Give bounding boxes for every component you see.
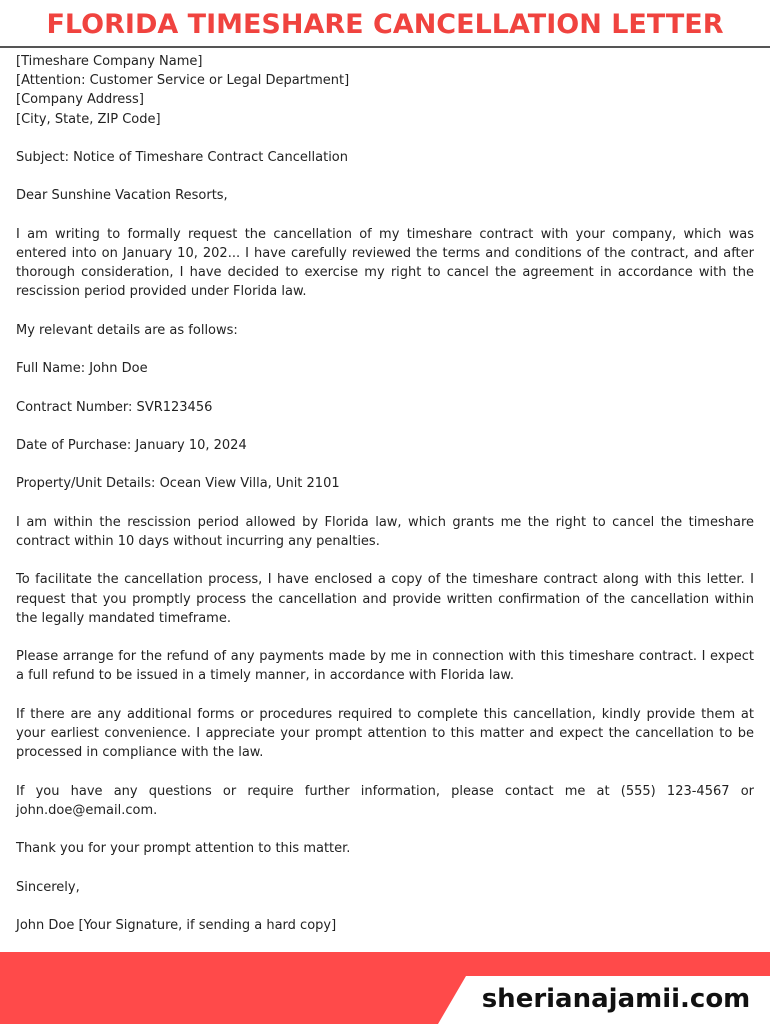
address-line-city: [City, State, ZIP Code]	[16, 111, 161, 127]
signature-line: John Doe [Your Signature, if sending a hard copy]	[16, 917, 337, 933]
recipient-address	[16, 52, 754, 129]
address-line-attention: [Attention: Customer Service or Legal Department]	[16, 73, 350, 89]
forms-paragraph: If there are any additional forms or procedures required to complete this cancellation, kindly provide them at your earliest convenience. I appreciate your prompt attention to this matter and expect the cancellation to be processed in compliance with the law.	[16, 706, 754, 761]
detail-full-name: Full Name: John Doe	[16, 361, 148, 377]
subject-line: Subject: Notice of Timeshare Contract Cancellation	[16, 150, 348, 165]
address-line-street: [Company Address]	[16, 92, 144, 108]
details-intro: My relevant details are as follows:	[16, 322, 238, 338]
closing-line: Sincerely,	[16, 879, 80, 895]
contact-paragraph: If you have any questions or require further information, please contact me at (555) 123-4567 or john.doe@email.com.	[16, 783, 754, 818]
website-label: sherianajamii.com	[481, 984, 751, 1014]
refund-paragraph: Please arrange for the refund of any payments made by me in connection with this timeshare contract. I expect a full refund to be issued in a timely manner, in accordance with Florida law.	[16, 649, 754, 684]
address-line-company: [Timeshare Company Name]	[16, 54, 203, 69]
page-title: FLORIDA TIMESHARE CANCELLATION LETTER	[46, 9, 724, 40]
process-paragraph: To facilitate the cancellation process, I have enclosed a copy of the timeshare contract along with this letter. I request that you promptly process the cancellation and provide written confirmation of the cancellation within the legally mandated timeframe.	[16, 572, 754, 626]
detail-property: Property/Unit Details: Ocean View Villa, Unit 2101	[16, 476, 340, 492]
greeting: Dear Sunshine Vacation Resorts,	[16, 188, 228, 204]
thanks-line: Thank you for your prompt attention to this matter.	[16, 841, 351, 857]
rescission-paragraph: I am within the rescission period allowed by Florida law, which grants me the right to cancel the timeshare contract within 10 days without incurring any penalties.	[16, 514, 754, 549]
intro-paragraph: I am writing to formally request the cancellation of my timeshare contract with your company, which was entered into on January 10, 202... I have carefully reviewed the terms and conditions of the contract, and after thorough consideration, I have decided to exercise my right to cancel the agreement in accordance with the rescission period provided under Florida law.	[16, 226, 754, 300]
title-divider	[0, 46, 770, 48]
detail-date-of-purchase: Date of Purchase: January 10, 2024	[16, 437, 247, 453]
letter-body	[16, 52, 754, 935]
detail-contract-number: Contract Number: SVR123456	[16, 399, 213, 415]
